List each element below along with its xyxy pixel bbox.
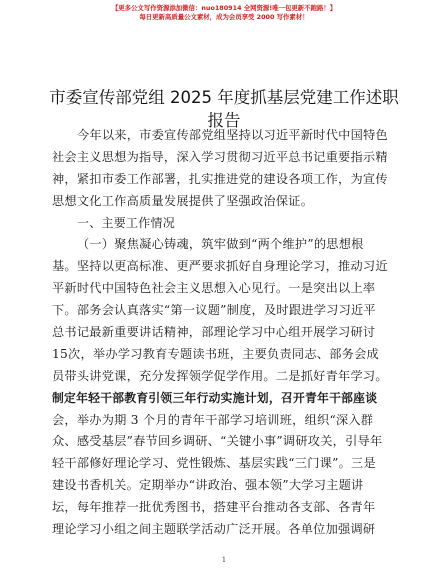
body-line: 下。部务会认真落实“第一议题”制度，及时跟进学习习近平 — [52, 303, 376, 318]
body-line: 坛，每年推荐一批优秀图书，搭建平台推动各支部、各青年 — [52, 500, 376, 515]
body-line-bold: 制定年轻干部教育引领三年行动实施计划，召开青年干部座谈 — [52, 390, 378, 405]
title-line-1: 市委宣传部党组 2025 年度抓基层党建工作述职 — [49, 88, 399, 107]
promo-banner — [0, 4, 448, 22]
body-line: 员带头讲党课，充分发挥领学促学作用。二是抓好青年学习。 — [52, 368, 388, 383]
body-line: 理论学习小组之间主题联学活动广泛开展。各单位加强调研 — [52, 522, 376, 537]
body-line: 平新时代中国特色社会主义思想入心见行。一是突出以上率 — [52, 281, 376, 296]
section-heading: 一、主要工作情况 — [77, 215, 176, 230]
body-line: 会，举办为期 3 个月的青年干部学习培训班，组织“深入群 — [52, 412, 374, 427]
body-line: 15次，举办学习教育专题读书班，主要负责同志、部务会成 — [52, 346, 379, 361]
body-line: 轻干部修好理论学习、党性锻炼、基层实践“三门课”。三是 — [52, 456, 376, 471]
body-line: 总书记最新重要讲话精神，部理论学习中心组开展学习研讨 — [52, 325, 376, 340]
body-line: 神，紧扣市委工作部署，扎实推进党的建设各项工作，为宣传 — [52, 171, 388, 186]
body-line: 基。坚持以更高标准、更严要求抓好自身理论学习，推动习近 — [52, 259, 388, 274]
page-number: 1 — [221, 556, 227, 564]
promo-line-2: 每日更新高质量公文素材，成为会员享受 2000 写作素材！ — [139, 13, 309, 21]
body-line: （一）聚焦凝心铸魂，筑牢做到“两个维护”的思想根 — [77, 237, 364, 252]
body-line: 建设书香机关。定期举办“讲政治、强本领”大学习主题讲 — [52, 478, 364, 493]
document-body — [52, 125, 402, 541]
body-line: 众、感受基层”春节回乡调研、“关键小事”调研攻关，引导年 — [52, 434, 383, 449]
body-line: 思想文化工作高质量发展提供了坚强政治保证。 — [52, 193, 314, 208]
title-line-2: 报告 — [207, 111, 241, 130]
body-line: 社会主义思想为指导，深入学习贯彻习近平总书记重要指示精 — [52, 149, 388, 164]
promo-line-1: 【更多公文写作资源添加微信：nuo180914 全网资源!唯一包更新不跑路！】 — [111, 4, 337, 12]
body-line: 今年以来，市委宣传部党组坚持以习近平新时代中国特色 — [77, 128, 388, 142]
